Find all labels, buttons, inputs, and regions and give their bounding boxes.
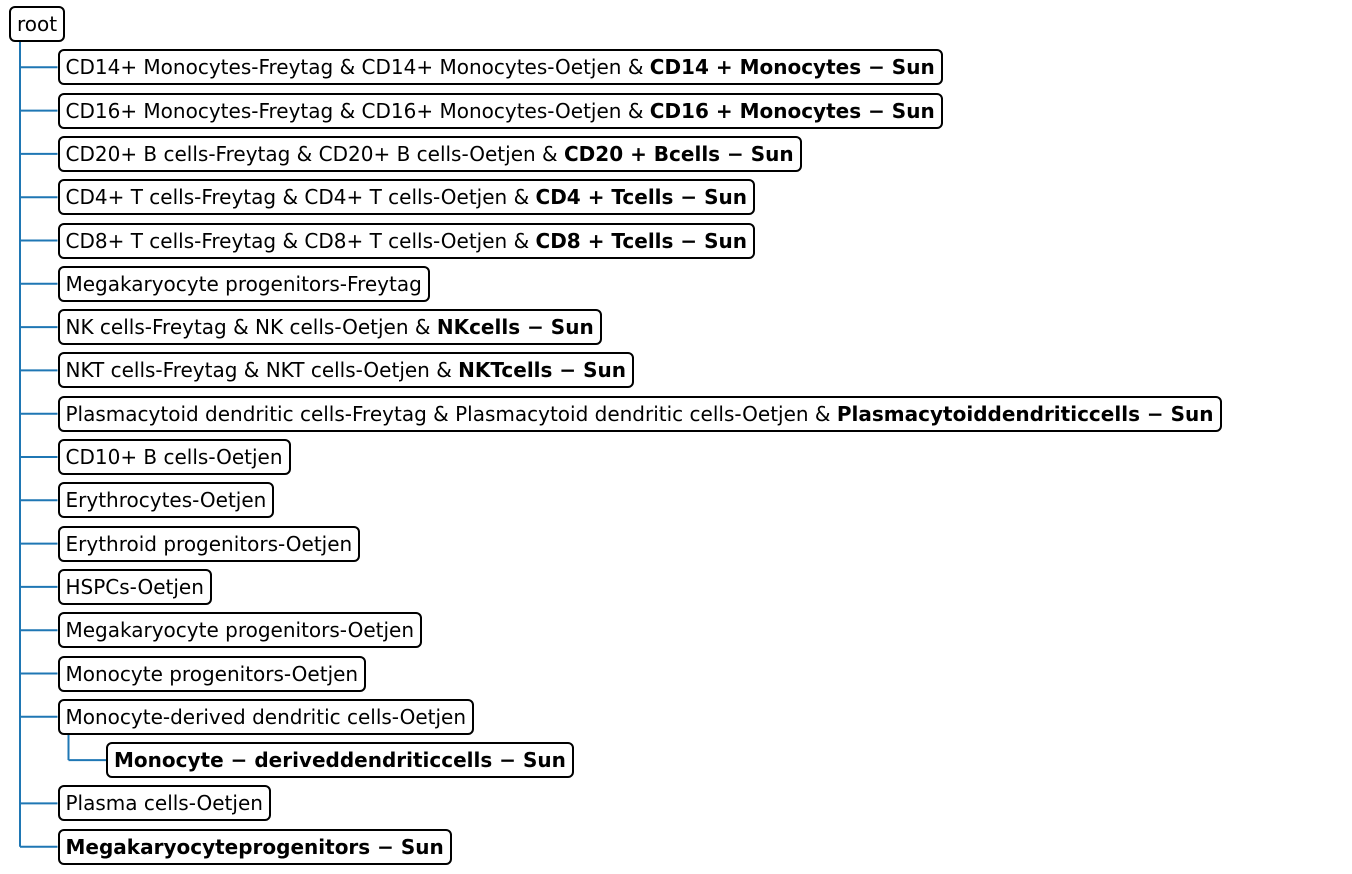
- tree-node: [58, 136, 802, 172]
- node-label-plain: Erythroid progenitors-Oetjen: [65, 531, 353, 556]
- node-label-plain: CD20+ B cells-Freytag & CD20+ B cells-Oetjen &: [65, 141, 564, 166]
- tree-node: [58, 526, 361, 562]
- node-label-plain: CD4+ T cells-Freytag & CD4+ T cells-Oetjen &: [65, 185, 536, 210]
- node-label-bold: NKcells − Sun: [436, 315, 594, 340]
- node-label-bold: Monocyte − deriveddendriticcells − Sun: [114, 748, 566, 773]
- node-label-plain: CD8+ T cells-Freytag & CD8+ T cells-Oetjen &: [65, 228, 536, 253]
- tree-node: [106, 742, 574, 778]
- node-label-plain: NKT cells-Freytag & NKT cells-Oetjen &: [65, 358, 459, 383]
- node-label-plain: Erythrocytes-Oetjen: [65, 488, 267, 513]
- node-label-plain: HSPCs-Oetjen: [65, 574, 204, 599]
- node-label-plain: CD16+ Monocytes-Freytag & CD16+ Monocytes-Oetjen &: [65, 98, 650, 123]
- tree-node: [58, 656, 367, 692]
- node-label-plain: Megakaryocyte progenitors-Oetjen: [65, 618, 414, 643]
- node-label-bold: NKTcells − Sun: [458, 358, 626, 383]
- node-label-bold: Megakaryocyteprogenitors − Sun: [65, 834, 444, 859]
- node-label-bold: CD16 + Monocytes − Sun: [649, 98, 935, 123]
- node-label-plain: Monocyte progenitors-Oetjen: [65, 661, 359, 686]
- tree-node: [58, 569, 212, 605]
- node-label-plain: NK cells-Freytag & NK cells-Oetjen &: [65, 315, 437, 340]
- tree-node: [58, 309, 602, 345]
- node-label-plain: CD10+ B cells-Oetjen: [65, 445, 283, 469]
- tree-node: [58, 266, 430, 302]
- node-label-bold: CD20 + Bcells − Sun: [564, 141, 794, 166]
- node-label-plain: Plasmacytoid dendritic cells-Freytag & Plasmacytoid dendritic cells-Oetjen &: [65, 401, 837, 426]
- tree-node: [58, 352, 635, 388]
- tree-node: [58, 49, 943, 85]
- tree-node: [58, 396, 1222, 432]
- tree-node: [58, 829, 452, 865]
- node-label-plain: Megakaryocyte progenitors-Freytag: [65, 271, 422, 296]
- tree-node-root: root: [9, 6, 65, 42]
- tree-node: [58, 482, 275, 518]
- tree-node: [58, 612, 423, 648]
- tree-node: [58, 223, 756, 259]
- tree-node: [58, 439, 291, 475]
- tree-node: [58, 179, 756, 215]
- node-label-plain: Monocyte-derived dendritic cells-Oetjen: [65, 704, 467, 729]
- node-label-plain: CD14+ Monocytes-Freytag & CD14+ Monocytes-Oetjen &: [65, 55, 650, 80]
- node-label-bold: CD8 + Tcells − Sun: [535, 228, 747, 253]
- tree-node: [58, 93, 943, 129]
- node-label-plain: Plasma cells-Oetjen: [65, 791, 263, 816]
- tree-node: [58, 699, 475, 735]
- node-label-bold: CD14 + Monocytes − Sun: [649, 55, 935, 80]
- node-label-bold: CD4 + Tcells − Sun: [535, 185, 747, 210]
- tree-node: [58, 785, 271, 821]
- node-label-bold: Plasmacytoiddendriticcells − Sun: [836, 401, 1214, 426]
